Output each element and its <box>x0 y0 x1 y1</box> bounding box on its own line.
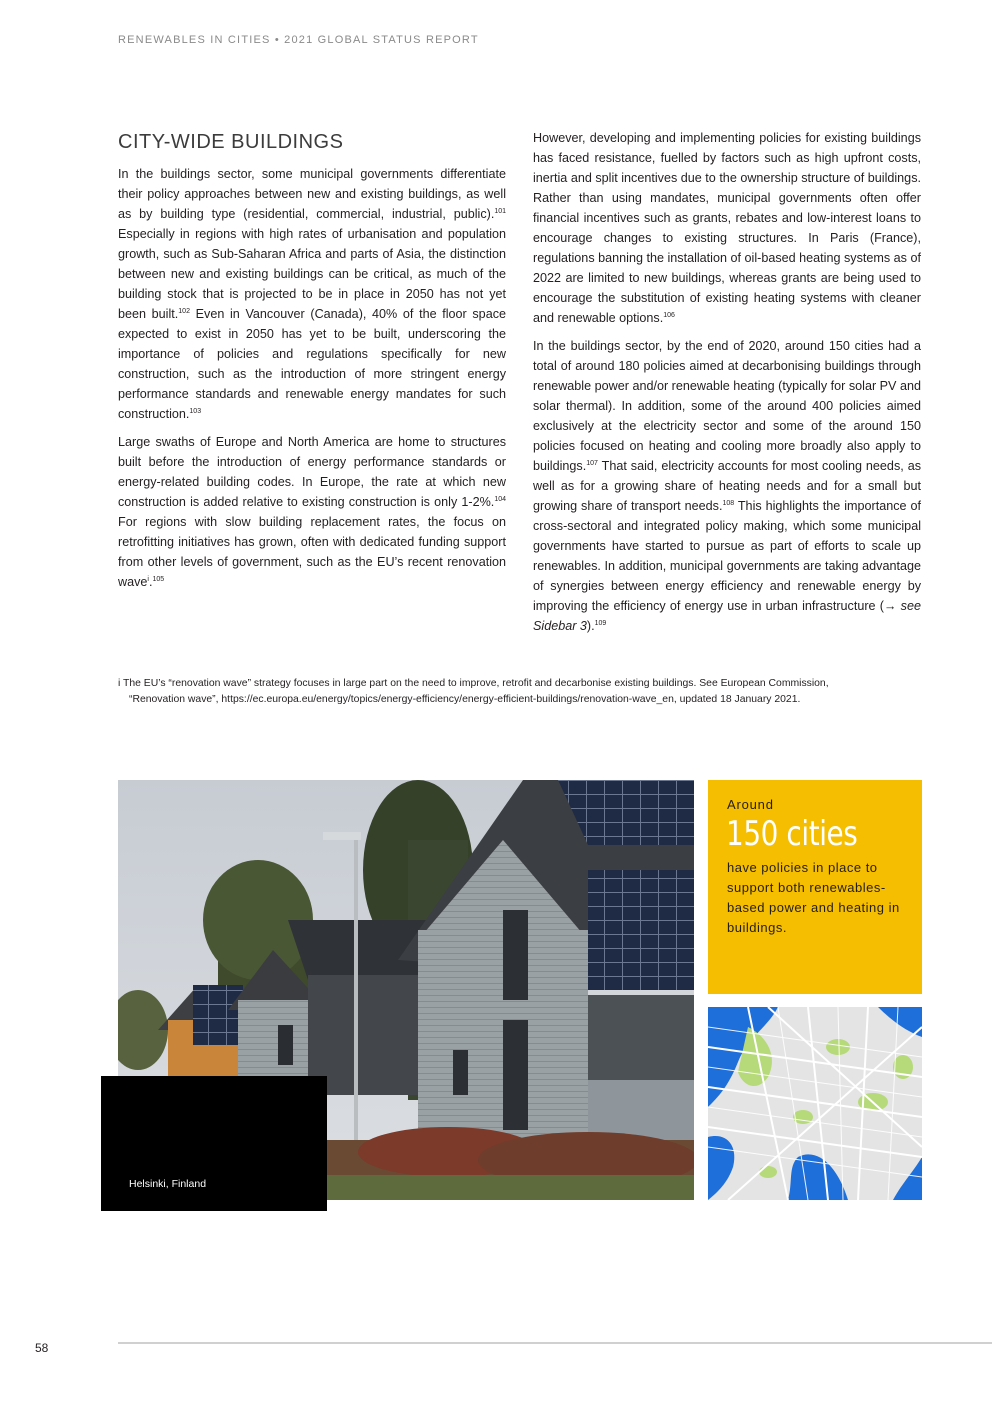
arrow-icon: → <box>883 599 897 613</box>
endnote-ref[interactable]: 109 <box>594 619 607 627</box>
paragraph: However, developing and implementing policies for existing buildings has faced resistance, fuelled by factors such as high upfront costs, inertia and split incentives due to the ownership structure of buildings. Rather than using mandates, municipal governments often offer financial incentives such as grants, rebates and low-interest loans to encourage changes to existing structures. In Paris (France), regulations banning the installation of oil-based heating systems as of 2022 are limited to new buildings, whereas grants are being used to encourage the substitution of existing heating systems with cleaner and renewable options.$^{106}$ <box>533 131 921 325</box>
photo-caption: Helsinki, Finland <box>129 1178 207 1190</box>
photo-caption-box <box>101 1076 327 1211</box>
highlight-description: have policies in place to support both renewables-based power and heating in buildings. <box>727 860 900 935</box>
endnote-ref[interactable]: 108 <box>722 499 735 507</box>
endnote-ref[interactable]: 105 <box>152 575 165 583</box>
endnote-ref[interactable]: 102 <box>178 307 190 315</box>
endnote-ref[interactable]: 106 <box>663 311 675 319</box>
page-number: 58 <box>35 1341 49 1355</box>
endnote-ref[interactable]: 104 <box>494 495 506 503</box>
footnote <box>118 676 908 708</box>
paragraph: Large swaths of Europe and North America are home to structures built before the introduction of energy performance standards or energy-related building codes. In Europe, the rate at which new construction is added relative to existing construction is only 1-2%.$^{104}$ For regions with slow building replacement rates, the focus on retrofitting initiatives has grown, often with dedicated funding support from other levels of government, such as the EU’s recent renovation wave$^i$.$^{105}$ <box>118 435 506 589</box>
paragraph: In the buildings sector, by the end of 2020, around 150 cities had a total of around 180 policies aimed at decarbonising buildings through renewable power and/or renewable heating (typically for solar PV and solar thermal). In addition, some of the around 400 policies aimed exclusively at the electricity sector and some of the around 150 policies focused on heating and cooling more broadly also apply to buildings.$^{107}$ That said, electricity accounts for most cooling needs, as well as for a growing share of heating needs and for a small but growing share of transport needs.$^{108}$ This highlights the importance of cross-sectoral and integrated policy making, which some municipal governments have started to pursue as part of efforts to scale up renewables. In addition, municipal governments are taking advantage of synergies between energy efficiency and renewable energy by improving the efficiency of energy use in urban infrastructure (→ see Sidebar 3).$^{109}$ <box>533 339 922 633</box>
footnote-ref[interactable]: i <box>147 575 149 583</box>
section-title: CITY-WIDE BUILDINGS <box>118 131 344 153</box>
highlight-figure: 150 cities <box>726 814 858 854</box>
endnote-ref[interactable]: 103 <box>189 407 202 415</box>
footnote-line: i The EU’s “renovation wave” strategy focuses in large part on the need to improve, retrofit and decarbonise existing buildings. See European Commission, <box>118 678 829 689</box>
endnote-ref[interactable]: 101 <box>494 207 506 215</box>
map-illustration <box>708 1007 922 1200</box>
footer-divider <box>118 1342 992 1344</box>
running-head: RENEWABLES IN CITIES • 2021 GLOBAL STATUS REPORT <box>118 34 479 46</box>
endnote-ref[interactable]: 107 <box>586 459 598 467</box>
highlight-box <box>708 780 922 994</box>
paragraph: In the buildings sector, some municipal governments differentiate their policy approaches between new and existing buildings, as well as by building type (residential, commercial, industrial, public).$^{101}$ Especially in regions with high rates of urbanisation and population growth, such as Sub-Saharan Africa and parts of Asia, the distinction between new and existing buildings can be critical, as much of the building stock that is projected to be in place in 2050 has not yet been built.$^{102}$ Even in Vancouver (Canada), 40% of the floor space expected to exist in 2050 has yet to be built, underscoring the importance of policies and regulations specifically for new construction, such as the introduction of more stringent energy performance standards and renewable energy mandates for such construction.$^{103}$ <box>118 167 506 421</box>
right-column <box>533 128 921 644</box>
highlight-pre: Around <box>727 797 774 812</box>
sidebar-link[interactable]: see Sidebar 3 <box>533 599 921 633</box>
city-map <box>708 1007 922 1200</box>
footnote-line: “Renovation wave”, https://ec.europa.eu/energy/topics/energy-efficiency/energy-efficient-buildings/renovation-wave_en, updated 18 January 2021. <box>129 694 801 705</box>
left-column <box>118 128 506 600</box>
